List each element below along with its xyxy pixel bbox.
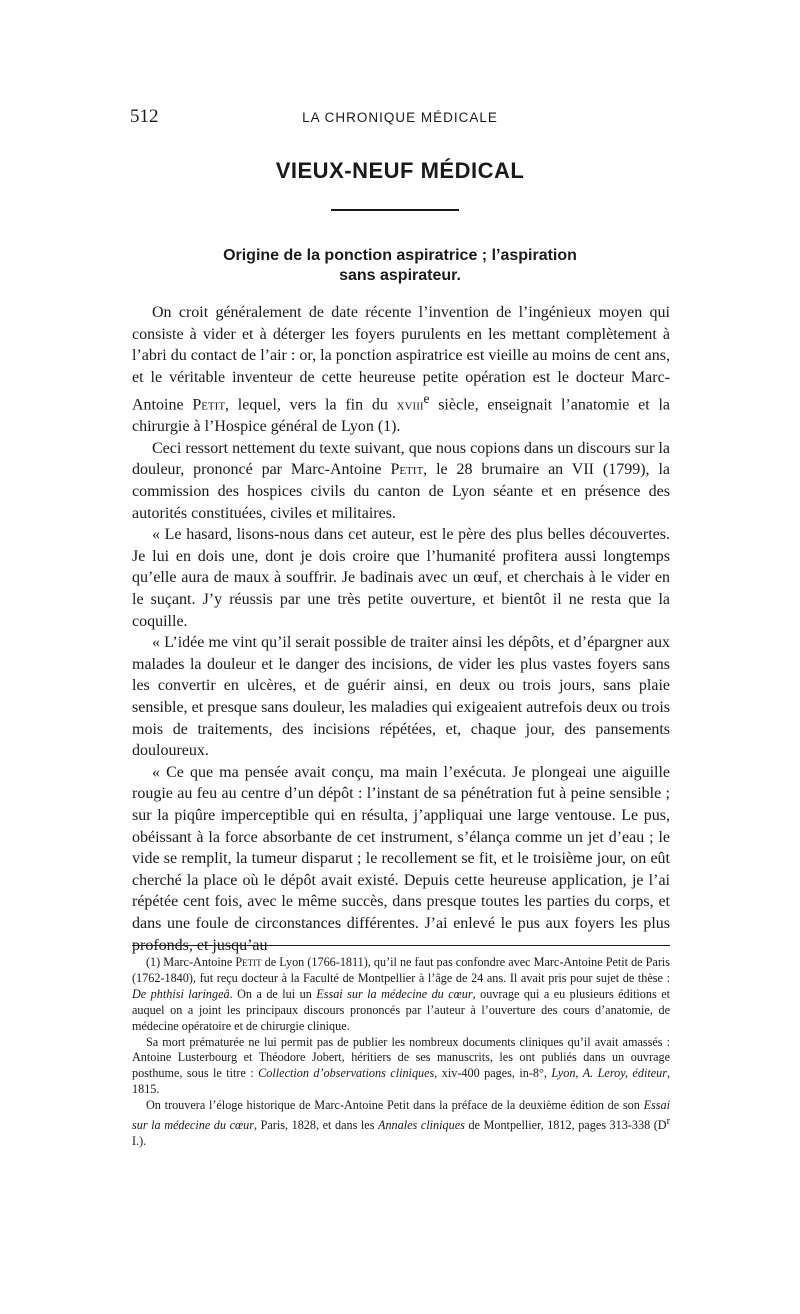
author-name: Petit xyxy=(192,396,226,414)
paragraph-1-text: On croit généralement de date récente l’invention de l’ingénieux moyen qui consiste à vider et à déterger les foyers purulents en les mettant complètement à l’abri du contact de l’air : or, la ponction aspiratrice est vieille au moins de cent ans, et le véritable inventeur de cette heureuse petite opération est le docteur Marc-Antoine xyxy=(132,304,670,414)
book-title: Collection d’observations cliniques xyxy=(258,1066,435,1081)
footnote-3 xyxy=(132,1098,670,1150)
subtitle-line-1: Origine de la ponction aspiratrice ; l’aspiration xyxy=(223,247,577,264)
doctor-superscript: r xyxy=(666,1116,670,1128)
footnote-text: . On a de lui un xyxy=(229,986,317,1001)
paragraph-5: « Ce que ma pensée avait conçu, ma main l’exécuta. Je plongeai une aiguille rougie au feu au centre d’un dépôt : l’instant de sa pénétration fut à peine sensible ; sur la piqûre imperceptible qui en résulta, j’appliquai une large ventouse. Le pus, obéissant à la force absorbante de cet instrument, s’élança comme un jet d’eau ; le vide se remplit, la tumeur disparut ; le recollement se fit, et le troisième jour, on eût cherché la place où le dépôt avait existé. Depuis cette heureuse application, je l’ai répétée cent fois, avec le même succès, dans presque toutes les parties du corps, et dans une foule de circonstances différentes. J’ai enlevé le pus aux foyers les plus profonds, et jusqu’au xyxy=(132,763,670,954)
author-name: Petit xyxy=(390,461,424,479)
footnote-divider xyxy=(132,945,670,946)
footnote-text: de Montpellier, 1812, pages 313-338 (D xyxy=(464,1118,667,1133)
article-subtitle xyxy=(150,246,650,286)
footnotes xyxy=(132,955,670,1150)
footnote-text: On trouvera l’éloge historique de Marc-Antoine Petit dans la préface de la deuxième édition de son xyxy=(146,1098,644,1113)
footnote-text: de Lyon (1766-1811), qu’il ne faut pas confondre avec Marc-Antoine Petit de Paris (1762-1840), fut reçu docteur à la Faculté de Montpellier à l’âge de 24 ans. Il avait pris pour sujet de thèse : xyxy=(132,955,671,985)
publisher: Lyon, A. Leroy, éditeur xyxy=(551,1066,667,1081)
footnote-text: , xiv-400 pages, in-8°, xyxy=(434,1066,552,1081)
book-title: Essai sur la médecine du cœur xyxy=(132,1098,670,1133)
footnote-text: , 1815. xyxy=(132,1066,671,1097)
page-header xyxy=(130,106,670,130)
article-section-title: VIEUX-NEUF MÉDICAL xyxy=(275,158,525,183)
century-superscript: e xyxy=(423,391,430,407)
paragraph-2-text: Ceci ressort nettement du texte suivant, que nous copions dans un discours sur la douleur, prononcé par Marc-Antoine xyxy=(132,439,670,479)
journal-title: Annales cliniques xyxy=(378,1118,465,1133)
footnote-text: (1) Marc-Antoine xyxy=(146,955,236,969)
footnote-text: Sa mort prématurée ne lui permit pas de publier les nombreux documents cliniques qu’il avait amassés : Antoine Lusterbourg et Théodore Jobert, héritiers de ses manuscrits, les ont publiés dans un ouvrage posthume, sous le titre : xyxy=(132,1034,670,1081)
paragraph-1-text: , lequel, vers la fin du xyxy=(225,396,397,414)
thesis-title: De phthisi laringeâ xyxy=(132,986,230,1001)
century-numeral: xviii xyxy=(396,396,424,414)
footnote-text: , ouvrage qui a eu plusieurs éditions et auquel on a joint les principaux discours prononcés par l’auteur à l’ouverture des cours d’anatomie, de médecine opératoire et de chirurgie clinique. xyxy=(132,986,670,1033)
paragraph-4: « L’idée me vint qu’il serait possible de traiter ainsi les dépôts, et d’épargner aux malades la douleur et le danger des incisions, de vider les plus vastes foyers sans les convertir en ulcères, et de guérir ainsi, en deux ou trois jours, sans plaie sensible, et presque sans douleur, les maladies qui exigeaient autrefois deux ou trois mois de traitements, des incisions répétées, et, chaque jour, des pansements douloureux. xyxy=(132,634,670,760)
footnote-text: I.). xyxy=(132,1134,147,1149)
running-title: LA CHRONIQUE MÉDICALE xyxy=(302,110,498,125)
author-name: Petit xyxy=(235,955,262,969)
article-body xyxy=(132,302,670,956)
paragraph-2 xyxy=(132,438,670,524)
paragraph-1-text: siècle, enseignait l’anatomie et la chirurgie à l’Hospice général de Lyon (1). xyxy=(132,396,671,436)
book-title: Essai sur la médecine du cœur xyxy=(316,986,473,1001)
subtitle-line-2: sans aspirateur. xyxy=(339,267,461,284)
paragraph-1 xyxy=(132,302,670,438)
title-divider xyxy=(331,209,459,211)
paragraph-3: « Le hasard, lisons-nous dans cet auteur, est le père des plus belles découvertes. Je lui en dois une, dont je dois croire que l’humanité profitera aussi longtemps qu’elle aura de maux à souffrir. Je badinais avec un œuf, et cherchais à le vider en le suçant. J’y réussis par une très petite ouverture, et bientôt il ne resta que la coquille. xyxy=(132,526,670,630)
footnote-text: , Paris, 1828, et dans les xyxy=(253,1118,379,1133)
page-number: 512 xyxy=(130,106,159,127)
footnote-2 xyxy=(132,1035,670,1099)
paragraph-2-text: , le 28 brumaire an VII (1799), la commission des hospices civils du canton de Lyon séante et en présence des autorités constituées, civiles et militaires. xyxy=(132,461,670,522)
footnote-1 xyxy=(132,955,670,1035)
